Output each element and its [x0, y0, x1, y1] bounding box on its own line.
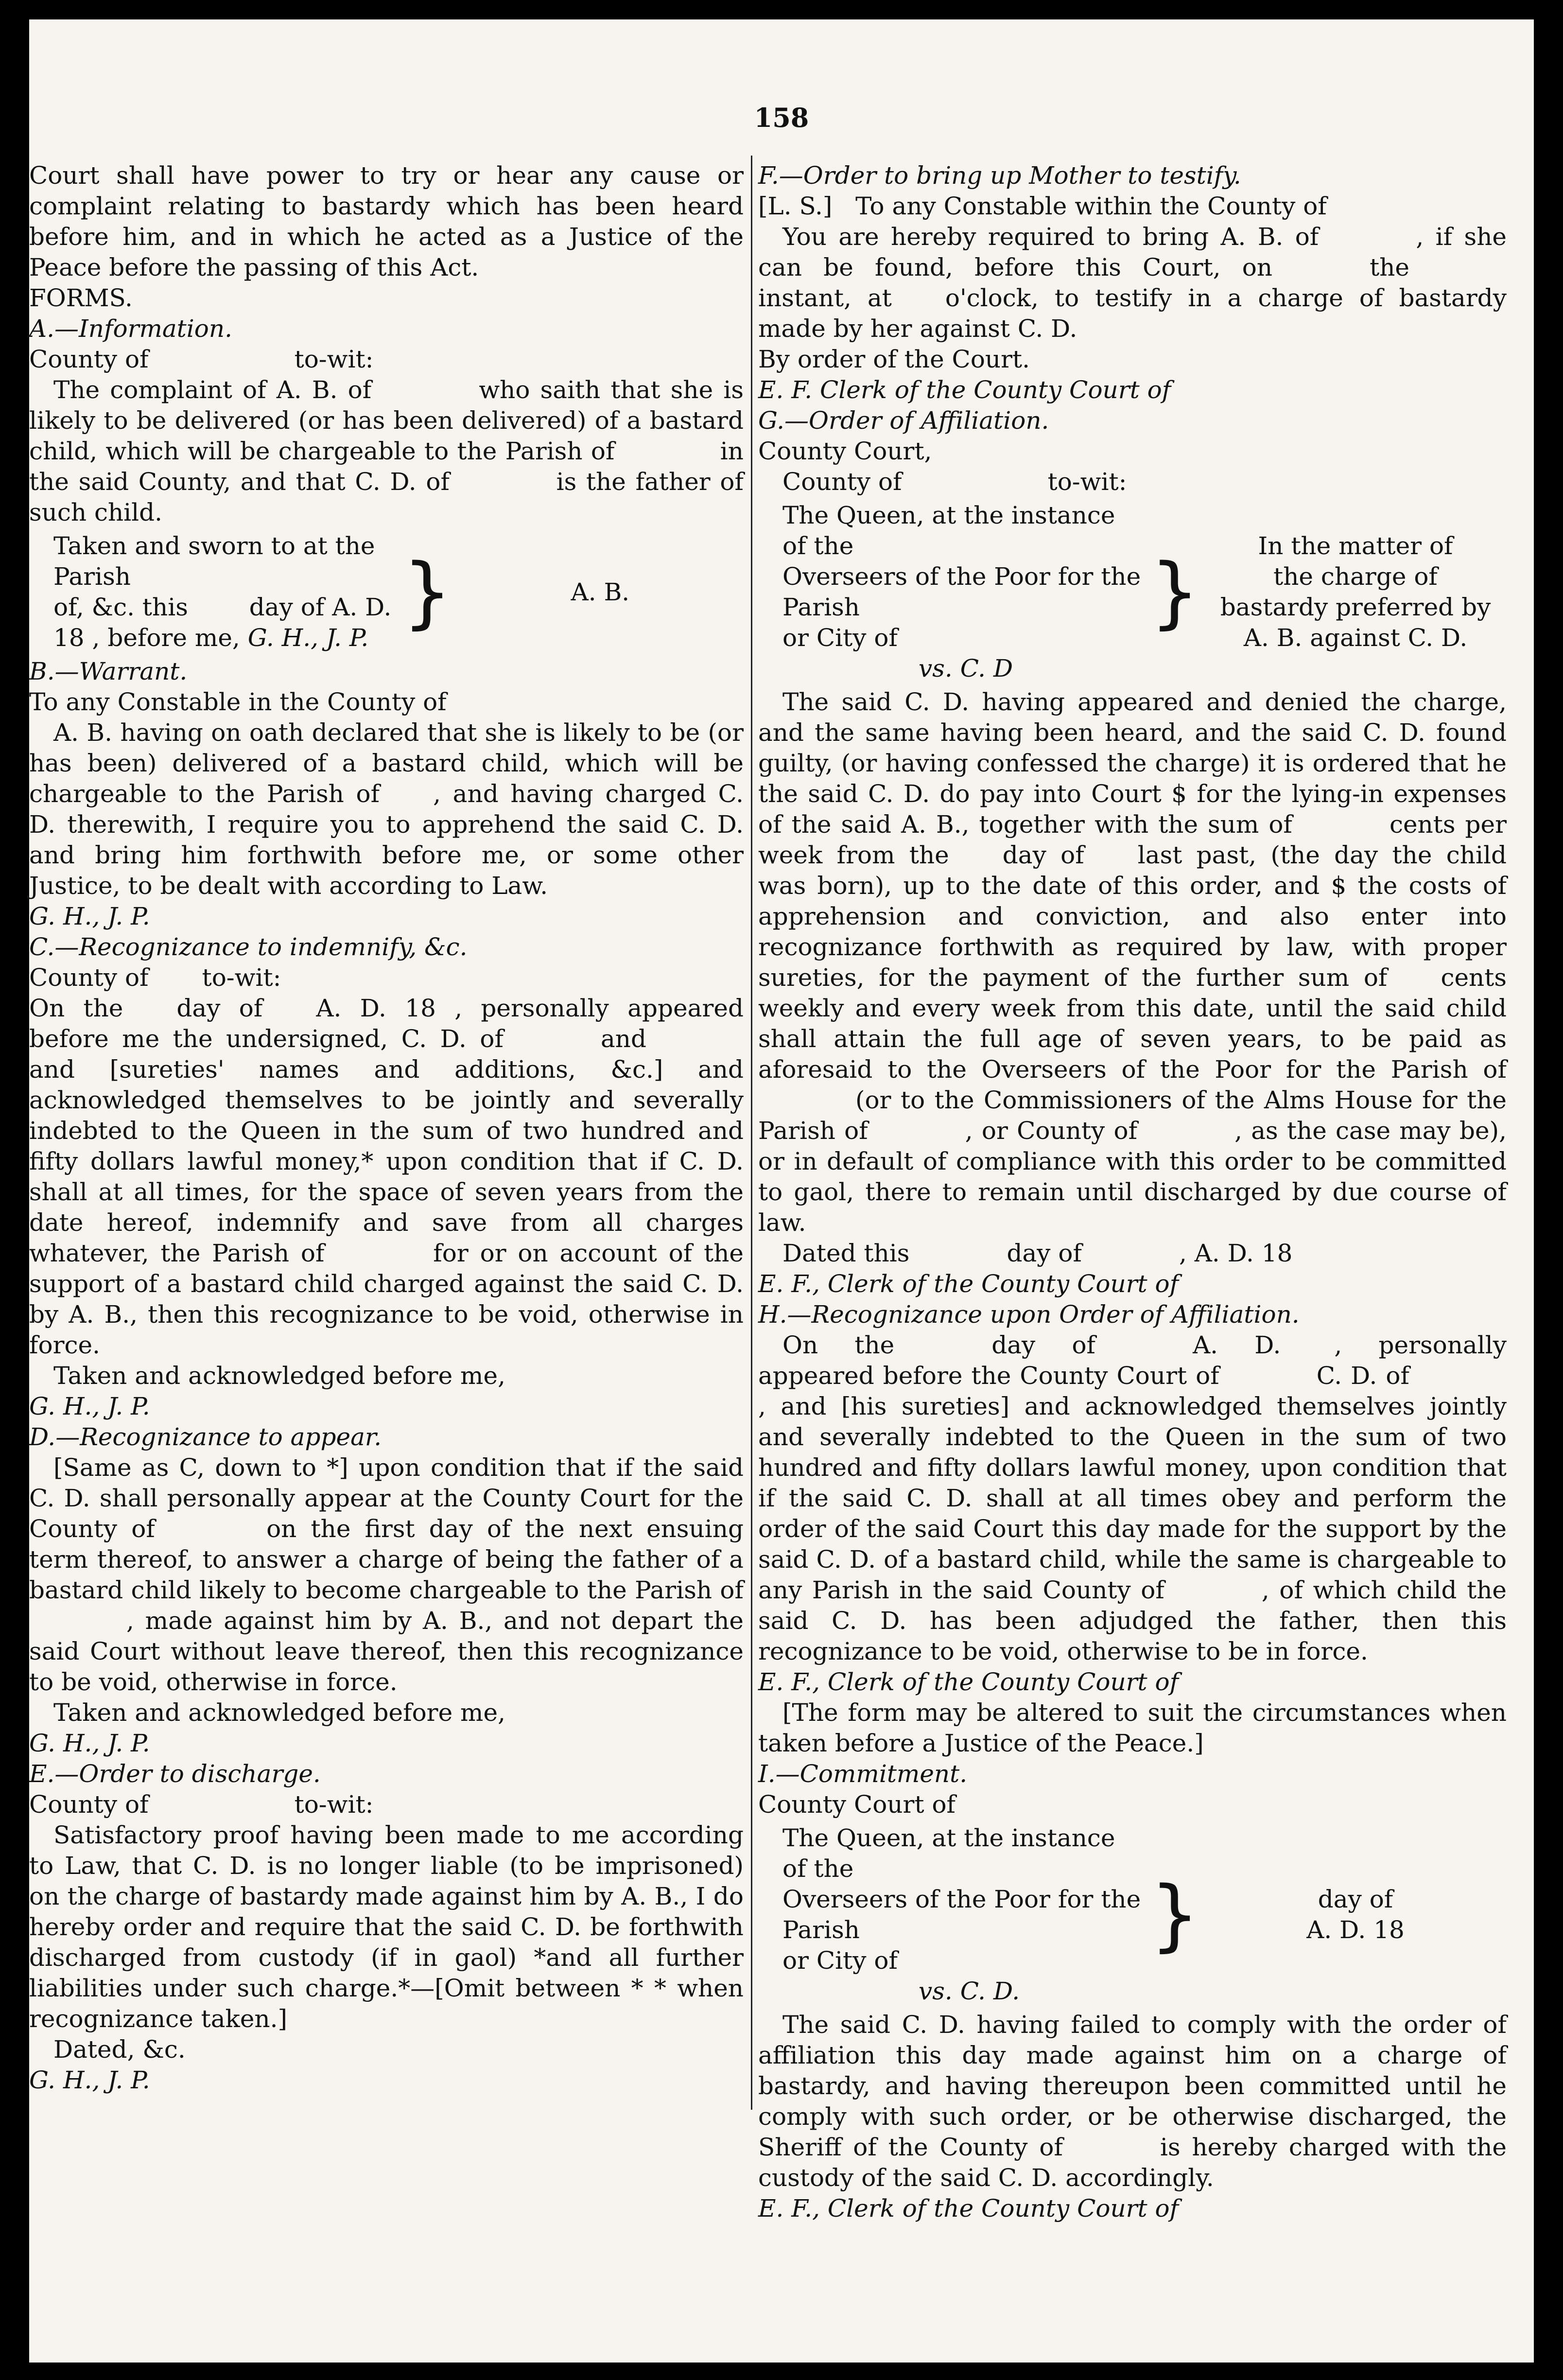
form-g-caption: The Queen, at the instance of the Overseers of the Poor for the Parish or City of vs. C. D } In the matter of the charge of bastardy preferred by A. B. against C. D. [782, 501, 1491, 682]
form-g-signature: E. F., Clerk of the County Court of [758, 1270, 1179, 1298]
form-i-caption: The Queen, at the instance of the Overseers of the Poor for the Parish or City of vs. C. D. } day of A. D. 18 [782, 1824, 1405, 2005]
form-h-signature: E. F., Clerk of the County Court of [758, 1668, 1179, 1696]
form-g-county: County of to-wit: [782, 468, 1127, 496]
form-g-body: The said C. D. having appeared and denied the charge, and the same having been heard, and the said C. D. found guilty, (or having confessed the charge) it is ordered that he the said C. D. do pay into Court $ for the lying-in expenses of the said A. B., together with the sum of cents per week from the day of last past, (the day the child was born), up to the date of this order, and $ the costs of apprehension and conviction, and also enter into recognizance forthwith as required by law, with proper sureties, for the payment of the further sum of cents weekly and every week from this date, until the said child shall attain the full age of seven years, to be paid as aforesaid to the Overseers of the Poor for the Parish of(or to the Commissioners of the Alms House for the Parish of , or County of , as the case may be), or in default of compliance with this order to be committed to gaol, there to remain until discharged by due course of law. [758, 688, 1507, 1237]
form-h-note: [The form may be altered to suit the circumstances when taken before a Justice of the Peace.] [758, 1698, 1507, 1757]
form-i-body: The said C. D. having failed to comply with the order of affiliation this day made against him on a charge of bastardy, and having thereupon been committed until he comply with such order, or be otherwise discharged, the Sheriff of the County of is hereby charged with the custody of the said C. D. accordingly. [758, 2011, 1507, 2192]
form-f-signature: E. F. Clerk of the County Court of [758, 376, 1171, 404]
form-d-body: [Same as C, down to *] upon condition that if the said C. D. shall personally appear at the County Court for the County of on the first day of the next ensuing term thereof, to answer a charge of being the father of a bastard child likely to become chargeable to the Parish of, made against him by A. B., and not depart the said Court without leave thereof, then this recognizance to be void, otherwise in force. [29, 1453, 744, 1696]
form-e-body: Satisfactory proof having been made to me according to Law, that C. D. is no longer liable (to be imprisoned) on the charge of bastardy made against him by A. B., I do hereby order and require that the said C. D. be forthwith discharged from custody (if in gaol) *and all further liabilities under such charge.*—[Omit between * * when recognizance taken.] [29, 1821, 744, 2033]
form-b-heading: B.—Warrant. [29, 657, 188, 685]
form-b-body: A. B. having on oath declared that she is likely to be (or has been) delivered of a bastard child, which will be chargeable to the Parish of , and having charged C. D. therewith, I require you to apprehend the said C. D. and bring him forthwith before me, or some other Justice, to be dealt with according to Law. [29, 718, 744, 900]
form-g-court: County Court, [758, 437, 932, 465]
form-d-taken: Taken and acknowledged before me, [53, 1698, 505, 1727]
form-d-heading: D.—Recognizance to appear. [29, 1423, 382, 1451]
form-c-signature: G. H., J. P. [29, 1392, 150, 1420]
form-g-heading: G.—Order of Affiliation. [758, 406, 1049, 435]
form-f-order: By order of the Court. [758, 345, 1030, 373]
form-f-to: [L. S.] To any Constable within the County of [758, 192, 1327, 220]
form-e-dated: Dated, &c. [53, 2035, 186, 2064]
left-column [29, 160, 744, 2096]
form-b-to: To any Constable in the County of [29, 688, 447, 716]
page-number: 158 [754, 102, 809, 133]
form-i-court: County Court of [758, 1790, 956, 1819]
document-page [29, 19, 1534, 2362]
form-a-body: The complaint of A. B. of who saith that she is likely to be delivered (or has been delivered) of a bastard child, which will be chargeable to the Parish of in the said County, and that C. D. of is the father of such child. [29, 376, 744, 526]
form-g-dated: Dated this day of , A. D. 18 [782, 1239, 1293, 1267]
form-a-heading: A.—Information. [29, 315, 232, 343]
form-c-county: County of to-wit: [29, 963, 281, 992]
form-f-heading: F.—Order to bring up Mother to testify. [758, 161, 1241, 190]
form-e-signature: G. H., J. P. [29, 2066, 150, 2094]
form-e-heading: E.—Order to discharge. [29, 1760, 321, 1788]
form-f-body: You are hereby required to bring A. B. of , if she can be found, before this Court, on theinstant, at o'clock, to testify in a charge of bastardy made by her against C. D. [758, 223, 1507, 343]
form-h-body: On the day of A. D. , personally appeared before the County Court of C. D. of, and [his sureties] and acknowledged themselves jointly and severally indebted to the Queen in the sum of two hundred and fifty dollars lawful money, upon condition that if the said C. D. shall at all times obey and perform the order of the said Court this day made for the support by the said C. D. of a bastard child, while the same is chargeable to any Parish in the said County of , of which child the said C. D. has been adjudged the father, then this recognizance to be void, otherwise to be in force. [758, 1331, 1507, 1665]
forms-heading: FORMS. [29, 284, 133, 312]
form-i-heading: I.—Commitment. [758, 1760, 968, 1788]
column-divider [751, 156, 752, 2110]
form-e-county: County of to-wit: [29, 1790, 374, 1819]
form-i-signature: E. F., Clerk of the County Court of [758, 2194, 1179, 2222]
form-a-sworn: Taken and sworn to at the Parish of, &c. this day of A. D. 18 , before me, G. H., J. P. } A. B. [53, 532, 630, 652]
form-a-county: County of to-wit: [29, 345, 374, 373]
form-c-body: On the day of A. D. 18 , personally appeared before me the undersigned, C. D. of andand [sureties' names and additions, &c.] and acknowledged themselves to be jointly and severally indebted to the Queen in the sum of two hundred and fifty dollars lawful money,* upon condition that if C. D. shall at all times, for the space of seven years from the date hereof, indemnify and save from all charges whatever, the Parish of for or on account of the support of a bastard child charged against the said C. D. by A. B., then this recognizance to be void, otherwise in force. [29, 994, 744, 1359]
form-h-heading: H.—Recognizance upon Order of Affiliation. [758, 1300, 1300, 1329]
form-c-heading: C.—Recognizance to indemnify, &c. [29, 933, 468, 961]
right-column [758, 160, 1507, 2224]
form-b-signature: G. H., J. P. [29, 902, 150, 930]
form-d-signature: G. H., J. P. [29, 1729, 150, 1757]
intro-paragraph: Court shall have power to try or hear any cause or complaint relating to bastardy which has been heard before him, and in which he acted as a Justice of the Peace before the passing of this Act. [29, 161, 744, 281]
form-c-taken: Taken and acknowledged before me, [53, 1362, 505, 1390]
